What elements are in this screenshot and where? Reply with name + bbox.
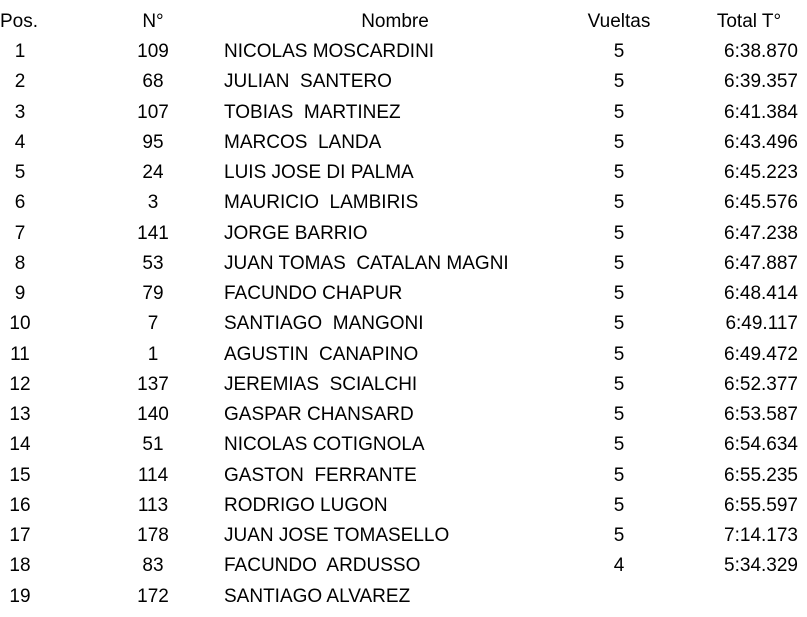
row-number: 141 — [137, 222, 169, 244]
row-total-time: 6:49.117 — [725, 313, 798, 335]
table-row — [0, 67, 807, 97]
row-total-time: 6:47.887 — [724, 252, 798, 274]
row-name: JUAN TOMAS CATALAN MAGNI — [224, 252, 509, 274]
row-total-time: 6:45.223 — [724, 162, 798, 183]
row-total-time: 6:38.870 — [724, 41, 798, 62]
row-laps — [575, 582, 663, 612]
row-total-time: 6:55.597 — [724, 494, 798, 516]
row-pos: 5 — [14, 162, 26, 183]
row-total-time: 6:55.235 — [724, 464, 798, 486]
table-row — [0, 249, 807, 279]
row-pos: 2 — [14, 71, 26, 93]
row-laps: 5 — [613, 313, 625, 335]
row-laps: 5 — [613, 283, 625, 304]
row-total-time: 5:34.329 — [724, 555, 798, 577]
row-name: JUAN JOSE TOMASELLO — [224, 525, 450, 546]
row-pos: 4 — [14, 131, 26, 153]
row-total-time: 6:47.238 — [724, 222, 798, 244]
row-name: MARCOS LANDA — [224, 131, 382, 153]
table-row — [0, 582, 807, 612]
row-laps: 5 — [613, 494, 625, 516]
table-row — [0, 219, 807, 249]
row-pos: 8 — [14, 252, 26, 274]
row-laps: 5 — [613, 252, 625, 274]
row-name: MAURICIO LAMBIRIS — [224, 192, 419, 214]
row-name: SANTIAGO MANGONI — [224, 313, 424, 335]
table-row — [0, 551, 807, 581]
row-name: NICOLAS MOSCARDINI — [224, 41, 435, 62]
row-total-time — [680, 582, 798, 612]
row-total-time: 7:14.173 — [724, 525, 798, 546]
row-name: TOBIAS MARTINEZ — [224, 101, 401, 123]
row-number: 113 — [137, 494, 169, 516]
row-laps: 5 — [613, 464, 625, 486]
row-number: 95 — [142, 131, 164, 153]
header-row — [0, 7, 807, 37]
row-pos: 12 — [9, 373, 31, 395]
row-laps: 5 — [613, 222, 625, 244]
row-name: GASPAR CHANSARD — [224, 404, 414, 425]
row-number: 109 — [137, 41, 169, 62]
header-laps: Vueltas — [587, 11, 651, 32]
row-number: 53 — [142, 252, 164, 274]
row-number: 24 — [142, 162, 164, 183]
table-row — [0, 98, 807, 128]
table-row — [0, 400, 807, 430]
row-laps: 5 — [613, 373, 625, 395]
row-laps: 5 — [613, 192, 625, 214]
row-laps: 5 — [613, 434, 625, 456]
row-pos: 14 — [9, 434, 31, 456]
row-number: 83 — [142, 555, 164, 577]
row-name: SANTIAGO ALVAREZ — [224, 585, 411, 607]
row-pos: 10 — [9, 313, 31, 335]
table-row — [0, 188, 807, 218]
row-pos: 18 — [9, 555, 31, 577]
row-name: AGUSTIN CANAPINO — [224, 343, 419, 365]
table-row — [0, 430, 807, 460]
row-laps: 5 — [613, 71, 625, 93]
table-row — [0, 491, 807, 521]
row-name: FACUNDO CHAPUR — [224, 283, 403, 304]
row-pos: 17 — [9, 525, 31, 546]
table-row — [0, 521, 807, 551]
row-total-time: 6:52.377 — [724, 373, 798, 395]
row-name: GASTON FERRANTE — [224, 464, 417, 486]
table-row — [0, 309, 807, 339]
row-laps: 5 — [613, 525, 625, 546]
row-total-time: 6:48.414 — [724, 283, 798, 304]
row-laps: 4 — [613, 555, 625, 577]
row-laps: 5 — [613, 131, 625, 153]
table-row — [0, 370, 807, 400]
row-number: 178 — [137, 525, 169, 546]
header-number: N° — [142, 11, 164, 32]
header-pos: Pos. — [0, 11, 39, 32]
table-row — [0, 37, 807, 67]
row-number: 140 — [137, 404, 169, 425]
table-row — [0, 461, 807, 491]
row-laps: 5 — [613, 162, 625, 183]
row-number: 79 — [142, 283, 164, 304]
row-pos: 7 — [14, 222, 26, 244]
row-number: 114 — [137, 464, 169, 486]
row-total-time: 6:53.587 — [724, 404, 798, 425]
row-name: JORGE BARRIO — [224, 222, 368, 244]
row-pos: 3 — [14, 101, 26, 123]
row-name: NICOLAS COTIGNOLA — [224, 434, 425, 456]
row-name: RODRIGO LUGON — [224, 494, 388, 516]
table-row — [0, 340, 807, 370]
row-total-time: 6:43.496 — [724, 131, 798, 153]
row-total-time: 6:49.472 — [724, 343, 798, 365]
table-row — [0, 279, 807, 309]
row-number: 7 — [147, 313, 159, 335]
row-laps: 5 — [613, 101, 625, 123]
row-pos: 16 — [9, 494, 31, 516]
row-total-time: 6:39.357 — [724, 71, 798, 93]
row-name: FACUNDO ARDUSSO — [224, 555, 421, 577]
row-number: 51 — [142, 434, 164, 456]
row-total-time: 6:54.634 — [724, 434, 798, 456]
row-number: 1 — [147, 343, 159, 365]
row-pos: 19 — [9, 585, 31, 607]
header-name: Nombre — [361, 11, 429, 32]
row-laps: 5 — [613, 343, 625, 365]
row-pos: 15 — [9, 464, 31, 486]
header-total-time: Total T° — [716, 11, 782, 32]
table-row — [0, 128, 807, 158]
row-number: 137 — [137, 373, 169, 395]
row-pos: 11 — [10, 343, 30, 365]
row-total-time: 6:41.384 — [724, 101, 798, 123]
row-name: JEREMIAS SCIALCHI — [224, 373, 418, 395]
row-number: 3 — [147, 192, 159, 214]
row-pos: 13 — [9, 404, 31, 425]
table-row — [0, 158, 807, 188]
row-number: 107 — [137, 101, 169, 123]
row-number: 68 — [142, 71, 164, 93]
row-laps: 5 — [613, 41, 625, 62]
row-total-time: 6:45.576 — [724, 192, 798, 214]
row-pos: 6 — [14, 192, 26, 214]
row-name: JULIAN SANTERO — [224, 71, 392, 93]
row-name: LUIS JOSE DI PALMA — [224, 162, 414, 183]
row-number: 172 — [137, 585, 169, 607]
row-laps: 5 — [613, 404, 625, 425]
row-pos: 9 — [14, 283, 26, 304]
row-pos: 1 — [14, 41, 26, 62]
